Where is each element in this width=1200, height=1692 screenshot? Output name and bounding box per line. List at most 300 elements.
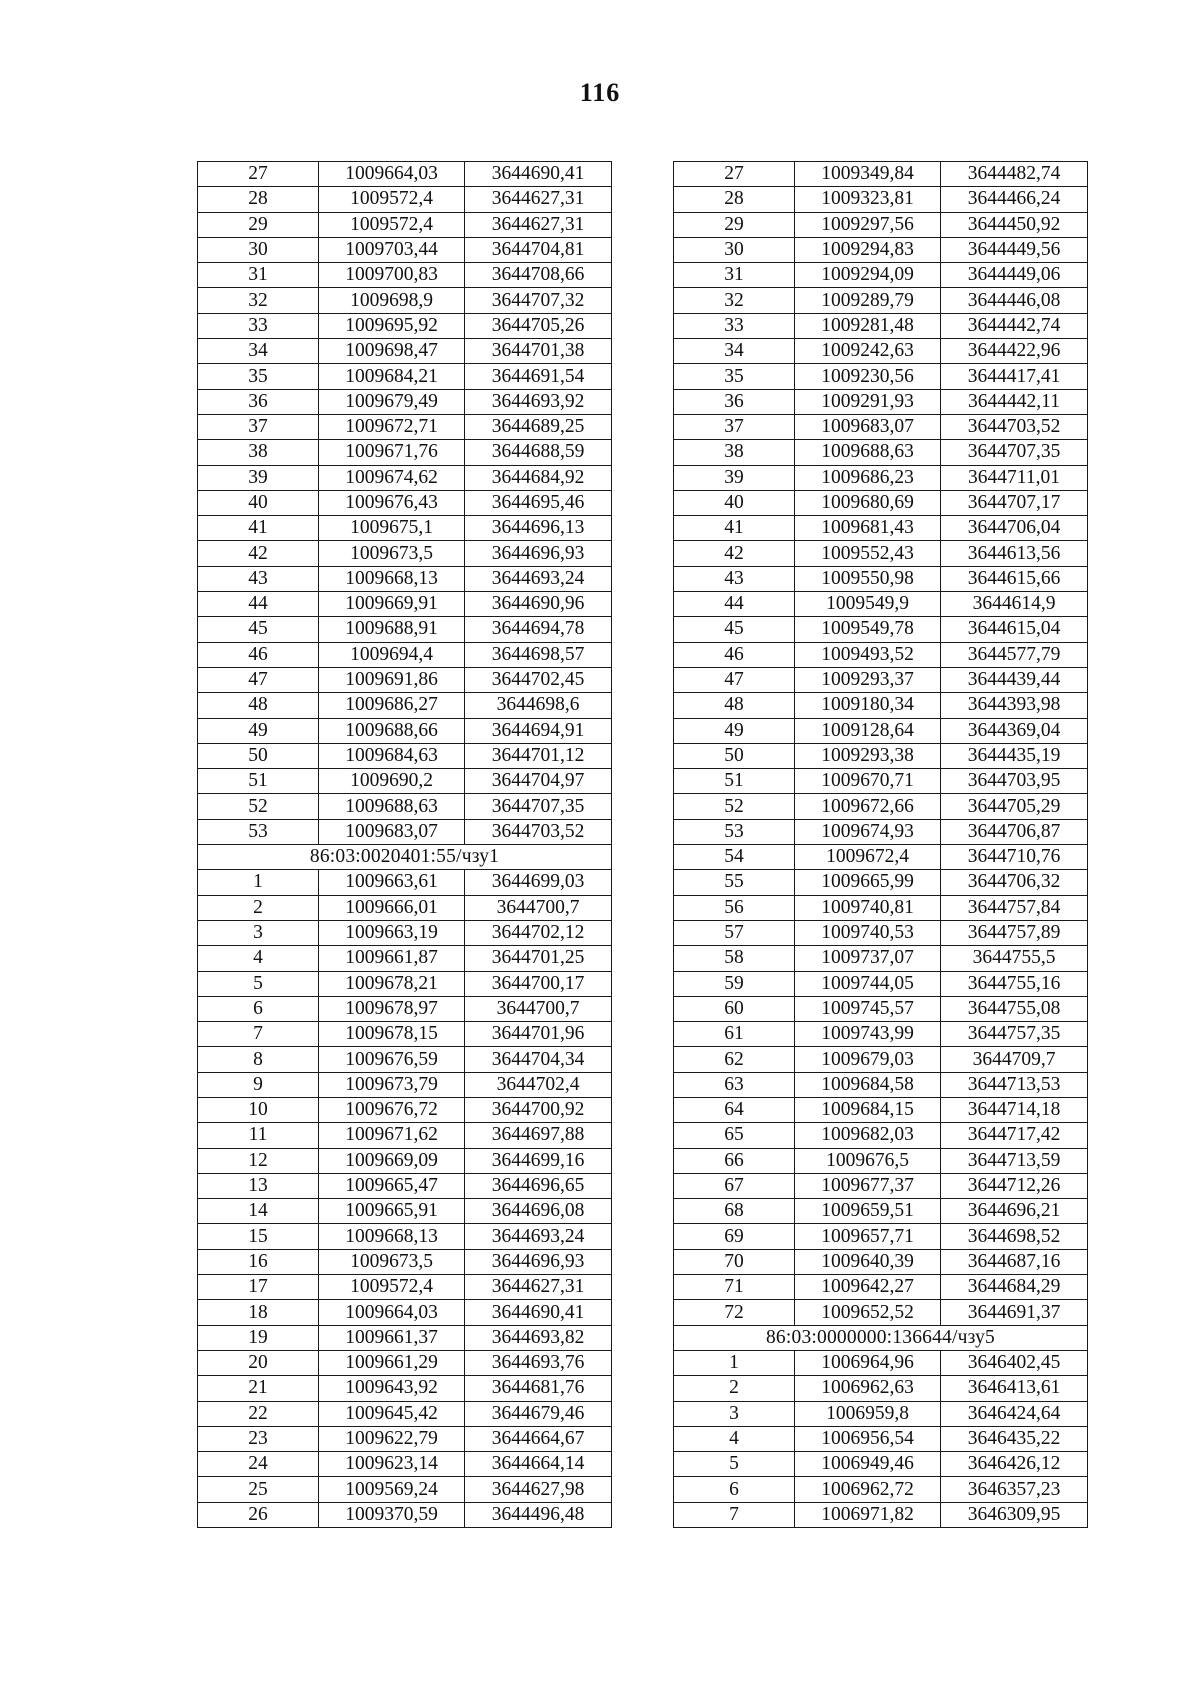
y-coordinate-cell: 3644449,56 <box>941 237 1088 262</box>
y-coordinate-cell: 3644627,98 <box>465 1477 612 1502</box>
table-row <box>674 592 1088 617</box>
point-number-cell: 38 <box>198 440 319 465</box>
y-coordinate-cell: 3644696,08 <box>465 1199 612 1224</box>
y-coordinate-cell: 3644482,74 <box>941 162 1088 187</box>
table-row <box>198 920 612 945</box>
y-coordinate-cell: 3644696,93 <box>465 1249 612 1274</box>
point-number-cell: 46 <box>674 642 795 667</box>
y-coordinate-cell: 3644417,41 <box>941 364 1088 389</box>
y-coordinate-cell: 3644698,57 <box>465 642 612 667</box>
y-coordinate-cell: 3646426,12 <box>941 1452 1088 1477</box>
table-row <box>198 1477 612 1502</box>
table-row <box>198 313 612 338</box>
table-row <box>198 718 612 743</box>
y-coordinate-cell: 3644696,65 <box>465 1173 612 1198</box>
point-number-cell: 30 <box>674 237 795 262</box>
y-coordinate-cell: 3644717,42 <box>941 1123 1088 1148</box>
point-number-cell: 45 <box>198 617 319 642</box>
x-coordinate-cell: 1009180,34 <box>795 693 941 718</box>
point-number-cell: 39 <box>198 465 319 490</box>
y-coordinate-cell: 3644709,7 <box>941 1047 1088 1072</box>
x-coordinate-cell: 1009572,4 <box>319 187 465 212</box>
x-coordinate-cell: 1009737,07 <box>795 946 941 971</box>
x-coordinate-cell: 1009661,37 <box>319 1325 465 1350</box>
table-row <box>674 1173 1088 1198</box>
table-row <box>198 617 612 642</box>
table-row <box>674 1224 1088 1249</box>
x-coordinate-cell: 1009664,03 <box>319 162 465 187</box>
point-number-cell: 40 <box>674 490 795 515</box>
table-row <box>674 1148 1088 1173</box>
table-row <box>674 1275 1088 1300</box>
y-coordinate-cell: 3644707,35 <box>465 794 612 819</box>
point-number-cell: 54 <box>674 845 795 870</box>
y-coordinate-cell: 3644703,52 <box>941 414 1088 439</box>
y-coordinate-cell: 3644699,03 <box>465 870 612 895</box>
y-coordinate-cell: 3644706,87 <box>941 819 1088 844</box>
table-row <box>198 794 612 819</box>
point-number-cell: 47 <box>674 667 795 692</box>
point-number-cell: 65 <box>674 1123 795 1148</box>
point-number-cell: 3 <box>674 1401 795 1426</box>
point-number-cell: 58 <box>674 946 795 971</box>
point-number-cell: 43 <box>674 566 795 591</box>
table-row <box>674 1426 1088 1451</box>
point-number-cell: 42 <box>674 541 795 566</box>
table-row <box>674 895 1088 920</box>
point-number-cell: 29 <box>198 212 319 237</box>
x-coordinate-cell: 1009672,66 <box>795 794 941 819</box>
y-coordinate-cell: 3644615,04 <box>941 617 1088 642</box>
table-row <box>674 920 1088 945</box>
table-row <box>198 592 612 617</box>
table-row <box>198 288 612 313</box>
y-coordinate-cell: 3644699,16 <box>465 1148 612 1173</box>
table-row <box>674 1097 1088 1122</box>
x-coordinate-cell: 1009673,5 <box>319 1249 465 1274</box>
x-coordinate-cell: 1009230,56 <box>795 364 941 389</box>
table-row <box>674 1401 1088 1426</box>
point-number-cell: 66 <box>674 1148 795 1173</box>
y-coordinate-cell: 3644496,48 <box>465 1502 612 1527</box>
y-coordinate-cell: 3644701,25 <box>465 946 612 971</box>
x-coordinate-cell: 1009740,81 <box>795 895 941 920</box>
table-row <box>198 693 612 718</box>
table-row <box>198 1047 612 1072</box>
y-coordinate-cell: 3644704,97 <box>465 769 612 794</box>
point-number-cell: 33 <box>198 313 319 338</box>
table-row <box>198 1325 612 1350</box>
page-number: 116 <box>579 78 621 107</box>
y-coordinate-cell: 3644703,52 <box>465 819 612 844</box>
y-coordinate-cell: 3644691,37 <box>941 1300 1088 1325</box>
point-number-cell: 48 <box>198 693 319 718</box>
point-number-cell: 1 <box>674 1350 795 1375</box>
x-coordinate-cell: 1009550,98 <box>795 566 941 591</box>
y-coordinate-cell: 3644757,89 <box>941 920 1088 945</box>
table-row <box>198 516 612 541</box>
x-coordinate-cell: 1009291,93 <box>795 389 941 414</box>
table-row <box>198 162 612 187</box>
point-number-cell: 2 <box>674 1376 795 1401</box>
y-coordinate-cell: 3644707,17 <box>941 490 1088 515</box>
y-coordinate-cell: 3644613,56 <box>941 541 1088 566</box>
point-number-cell: 5 <box>674 1452 795 1477</box>
x-coordinate-cell: 1009683,07 <box>795 414 941 439</box>
x-coordinate-cell: 1009684,58 <box>795 1072 941 1097</box>
point-number-cell: 28 <box>674 187 795 212</box>
point-number-cell: 53 <box>674 819 795 844</box>
table-row <box>198 1199 612 1224</box>
x-coordinate-cell: 1006956,54 <box>795 1426 941 1451</box>
point-number-cell: 44 <box>674 592 795 617</box>
point-number-cell: 12 <box>198 1148 319 1173</box>
table-row <box>674 1123 1088 1148</box>
table-row <box>674 414 1088 439</box>
table-row <box>674 541 1088 566</box>
y-coordinate-cell: 3644691,54 <box>465 364 612 389</box>
table-row <box>198 667 612 692</box>
table-row <box>198 895 612 920</box>
table-row <box>198 1097 612 1122</box>
table-row <box>198 1426 612 1451</box>
y-coordinate-cell: 3644466,24 <box>941 187 1088 212</box>
y-coordinate-cell: 3644702,4 <box>465 1072 612 1097</box>
y-coordinate-cell: 3644713,53 <box>941 1072 1088 1097</box>
x-coordinate-cell: 1009665,99 <box>795 870 941 895</box>
table-row <box>198 1022 612 1047</box>
point-number-cell: 7 <box>198 1022 319 1047</box>
x-coordinate-cell: 1009572,4 <box>319 1275 465 1300</box>
y-coordinate-cell: 3644449,06 <box>941 263 1088 288</box>
x-coordinate-cell: 1009688,63 <box>319 794 465 819</box>
y-coordinate-cell: 3644706,04 <box>941 516 1088 541</box>
point-number-cell: 26 <box>198 1502 319 1527</box>
point-number-cell: 19 <box>198 1325 319 1350</box>
y-coordinate-cell: 3644701,38 <box>465 339 612 364</box>
x-coordinate-cell: 1009678,97 <box>319 996 465 1021</box>
coordinates-table-left <box>197 161 612 1528</box>
point-number-cell: 32 <box>674 288 795 313</box>
y-coordinate-cell: 3644703,95 <box>941 769 1088 794</box>
x-coordinate-cell: 1009657,71 <box>795 1224 941 1249</box>
point-number-cell: 35 <box>198 364 319 389</box>
y-coordinate-cell: 3644696,21 <box>941 1199 1088 1224</box>
point-number-cell: 52 <box>198 794 319 819</box>
point-number-cell: 42 <box>198 541 319 566</box>
y-coordinate-cell: 3644393,98 <box>941 693 1088 718</box>
x-coordinate-cell: 1009694,4 <box>319 642 465 667</box>
y-coordinate-cell: 3646309,95 <box>941 1502 1088 1527</box>
point-number-cell: 55 <box>674 870 795 895</box>
x-coordinate-cell: 1009663,19 <box>319 920 465 945</box>
section-header-row <box>674 1325 1088 1350</box>
y-coordinate-cell: 3646357,23 <box>941 1477 1088 1502</box>
point-number-cell: 31 <box>198 263 319 288</box>
table-row <box>674 516 1088 541</box>
x-coordinate-cell: 1009668,13 <box>319 1224 465 1249</box>
x-coordinate-cell: 1009569,24 <box>319 1477 465 1502</box>
x-coordinate-cell: 1009674,62 <box>319 465 465 490</box>
point-number-cell: 48 <box>674 693 795 718</box>
table-row <box>198 1376 612 1401</box>
table-row <box>198 996 612 1021</box>
table-row <box>198 364 612 389</box>
x-coordinate-cell: 1006962,72 <box>795 1477 941 1502</box>
y-coordinate-cell: 3644714,18 <box>941 1097 1088 1122</box>
x-coordinate-cell: 1009549,78 <box>795 617 941 642</box>
y-coordinate-cell: 3644446,08 <box>941 288 1088 313</box>
y-coordinate-cell: 3644712,26 <box>941 1173 1088 1198</box>
table-row <box>674 617 1088 642</box>
x-coordinate-cell: 1009663,61 <box>319 870 465 895</box>
x-coordinate-cell: 1009349,84 <box>795 162 941 187</box>
x-coordinate-cell: 1009678,15 <box>319 1022 465 1047</box>
x-coordinate-cell: 1009686,27 <box>319 693 465 718</box>
point-number-cell: 53 <box>198 819 319 844</box>
x-coordinate-cell: 1009672,4 <box>795 845 941 870</box>
point-number-cell: 15 <box>198 1224 319 1249</box>
x-coordinate-cell: 1009642,27 <box>795 1275 941 1300</box>
x-coordinate-cell: 1009688,63 <box>795 440 941 465</box>
x-coordinate-cell: 1009673,5 <box>319 541 465 566</box>
table-row <box>674 263 1088 288</box>
x-coordinate-cell: 1009688,91 <box>319 617 465 642</box>
table-row <box>674 212 1088 237</box>
x-coordinate-cell: 1009670,71 <box>795 769 941 794</box>
table-row <box>198 541 612 566</box>
x-coordinate-cell: 1009661,87 <box>319 946 465 971</box>
x-coordinate-cell: 1009665,91 <box>319 1199 465 1224</box>
x-coordinate-cell: 1009676,5 <box>795 1148 941 1173</box>
y-coordinate-cell: 3646413,61 <box>941 1376 1088 1401</box>
y-coordinate-cell: 3644688,59 <box>465 440 612 465</box>
y-coordinate-cell: 3644690,41 <box>465 162 612 187</box>
point-number-cell: 16 <box>198 1249 319 1274</box>
table-row <box>198 946 612 971</box>
point-number-cell: 25 <box>198 1477 319 1502</box>
y-coordinate-cell: 3644422,96 <box>941 339 1088 364</box>
x-coordinate-cell: 1009700,83 <box>319 263 465 288</box>
table-row <box>198 1249 612 1274</box>
point-number-cell: 47 <box>198 667 319 692</box>
point-number-cell: 23 <box>198 1426 319 1451</box>
point-number-cell: 27 <box>198 162 319 187</box>
x-coordinate-cell: 1009680,69 <box>795 490 941 515</box>
table-row <box>674 1350 1088 1375</box>
table-row <box>674 1199 1088 1224</box>
table-row <box>674 288 1088 313</box>
table-row <box>198 1224 612 1249</box>
point-number-cell: 70 <box>674 1249 795 1274</box>
point-number-cell: 34 <box>674 339 795 364</box>
x-coordinate-cell: 1009745,57 <box>795 996 941 1021</box>
point-number-cell: 30 <box>198 237 319 262</box>
x-coordinate-cell: 1009664,03 <box>319 1300 465 1325</box>
table-row <box>674 465 1088 490</box>
x-coordinate-cell: 1009294,09 <box>795 263 941 288</box>
x-coordinate-cell: 1009676,43 <box>319 490 465 515</box>
x-coordinate-cell: 1009682,03 <box>795 1123 941 1148</box>
x-coordinate-cell: 1009679,49 <box>319 389 465 414</box>
table-row <box>674 237 1088 262</box>
x-coordinate-cell: 1009645,42 <box>319 1401 465 1426</box>
y-coordinate-cell: 3644698,52 <box>941 1224 1088 1249</box>
point-number-cell: 6 <box>674 1477 795 1502</box>
point-number-cell: 56 <box>674 895 795 920</box>
x-coordinate-cell: 1009323,81 <box>795 187 941 212</box>
table-row <box>198 743 612 768</box>
x-coordinate-cell: 1009672,71 <box>319 414 465 439</box>
y-coordinate-cell: 3644705,29 <box>941 794 1088 819</box>
table-row <box>674 1022 1088 1047</box>
y-coordinate-cell: 3644679,46 <box>465 1401 612 1426</box>
y-coordinate-cell: 3644684,92 <box>465 465 612 490</box>
point-number-cell: 59 <box>674 971 795 996</box>
point-number-cell: 43 <box>198 566 319 591</box>
table-row <box>674 769 1088 794</box>
table-row <box>198 1275 612 1300</box>
point-number-cell: 28 <box>198 187 319 212</box>
x-coordinate-cell: 1009652,52 <box>795 1300 941 1325</box>
point-number-cell: 67 <box>674 1173 795 1198</box>
table-row <box>674 667 1088 692</box>
x-coordinate-cell: 1009677,37 <box>795 1173 941 1198</box>
x-coordinate-cell: 1009684,63 <box>319 743 465 768</box>
x-coordinate-cell: 1006959,8 <box>795 1401 941 1426</box>
x-coordinate-cell: 1009681,43 <box>795 516 941 541</box>
point-number-cell: 33 <box>674 313 795 338</box>
table-row <box>198 1123 612 1148</box>
point-number-cell: 50 <box>674 743 795 768</box>
point-number-cell: 44 <box>198 592 319 617</box>
point-number-cell: 37 <box>198 414 319 439</box>
x-coordinate-cell: 1009552,43 <box>795 541 941 566</box>
x-coordinate-cell: 1006964,96 <box>795 1350 941 1375</box>
table-row <box>198 1452 612 1477</box>
y-coordinate-cell: 3644707,32 <box>465 288 612 313</box>
point-number-cell: 13 <box>198 1173 319 1198</box>
x-coordinate-cell: 1009691,86 <box>319 667 465 692</box>
x-coordinate-cell: 1009659,51 <box>795 1199 941 1224</box>
y-coordinate-cell: 3644711,01 <box>941 465 1088 490</box>
y-coordinate-cell: 3646424,64 <box>941 1401 1088 1426</box>
x-coordinate-cell: 1009668,13 <box>319 566 465 591</box>
x-coordinate-cell: 1009671,76 <box>319 440 465 465</box>
x-coordinate-cell: 1009703,44 <box>319 237 465 262</box>
point-number-cell: 22 <box>198 1401 319 1426</box>
x-coordinate-cell: 1009698,47 <box>319 339 465 364</box>
y-coordinate-cell: 3644755,16 <box>941 971 1088 996</box>
table-row <box>674 996 1088 1021</box>
table-row <box>198 769 612 794</box>
x-coordinate-cell: 1009744,05 <box>795 971 941 996</box>
table-row <box>674 794 1088 819</box>
table-row <box>674 1072 1088 1097</box>
x-coordinate-cell: 1009695,92 <box>319 313 465 338</box>
point-number-cell: 9 <box>198 1072 319 1097</box>
x-coordinate-cell: 1009675,1 <box>319 516 465 541</box>
y-coordinate-cell: 3644694,91 <box>465 718 612 743</box>
table-row <box>198 263 612 288</box>
point-number-cell: 6 <box>198 996 319 1021</box>
table-row <box>674 313 1088 338</box>
table-row <box>674 870 1088 895</box>
point-number-cell: 2 <box>198 895 319 920</box>
x-coordinate-cell: 1009669,09 <box>319 1148 465 1173</box>
point-number-cell: 63 <box>674 1072 795 1097</box>
point-number-cell: 45 <box>674 617 795 642</box>
point-number-cell: 11 <box>198 1123 319 1148</box>
point-number-cell: 68 <box>674 1199 795 1224</box>
table-row <box>674 743 1088 768</box>
y-coordinate-cell: 3644757,35 <box>941 1022 1088 1047</box>
y-coordinate-cell: 3644755,5 <box>941 946 1088 971</box>
point-number-cell: 18 <box>198 1300 319 1325</box>
x-coordinate-cell: 1009293,37 <box>795 667 941 692</box>
point-number-cell: 35 <box>674 364 795 389</box>
table-row <box>198 1173 612 1198</box>
point-number-cell: 8 <box>198 1047 319 1072</box>
x-coordinate-cell: 1009669,91 <box>319 592 465 617</box>
table-row <box>198 389 612 414</box>
y-coordinate-cell: 3644700,7 <box>465 996 612 1021</box>
table-row <box>198 1072 612 1097</box>
y-coordinate-cell: 3644710,76 <box>941 845 1088 870</box>
y-coordinate-cell: 3644700,7 <box>465 895 612 920</box>
point-number-cell: 31 <box>674 263 795 288</box>
x-coordinate-cell: 1009281,48 <box>795 313 941 338</box>
y-coordinate-cell: 3644690,96 <box>465 592 612 617</box>
x-coordinate-cell: 1009686,23 <box>795 465 941 490</box>
coordinates-table-right-body <box>674 162 1088 1528</box>
table-row <box>674 946 1088 971</box>
y-coordinate-cell: 3644695,46 <box>465 490 612 515</box>
y-coordinate-cell: 3644705,26 <box>465 313 612 338</box>
x-coordinate-cell: 1009297,56 <box>795 212 941 237</box>
table-row <box>674 339 1088 364</box>
point-number-cell: 52 <box>674 794 795 819</box>
point-number-cell: 20 <box>198 1350 319 1375</box>
y-coordinate-cell: 3644693,24 <box>465 566 612 591</box>
y-coordinate-cell: 3644693,76 <box>465 1350 612 1375</box>
y-coordinate-cell: 3644755,08 <box>941 996 1088 1021</box>
table-row <box>674 1502 1088 1527</box>
x-coordinate-cell: 1009665,47 <box>319 1173 465 1198</box>
point-number-cell: 51 <box>674 769 795 794</box>
x-coordinate-cell: 1009671,62 <box>319 1123 465 1148</box>
y-coordinate-cell: 3644701,96 <box>465 1022 612 1047</box>
y-coordinate-cell: 3644702,12 <box>465 920 612 945</box>
table-row <box>198 1148 612 1173</box>
y-coordinate-cell: 3644697,88 <box>465 1123 612 1148</box>
y-coordinate-cell: 3644439,44 <box>941 667 1088 692</box>
y-coordinate-cell: 3644664,67 <box>465 1426 612 1451</box>
point-number-cell: 38 <box>674 440 795 465</box>
y-coordinate-cell: 3644706,32 <box>941 870 1088 895</box>
point-number-cell: 72 <box>674 1300 795 1325</box>
table-row <box>198 414 612 439</box>
table-row <box>674 1376 1088 1401</box>
x-coordinate-cell: 1009678,21 <box>319 971 465 996</box>
x-coordinate-cell: 1009242,63 <box>795 339 941 364</box>
point-number-cell: 41 <box>674 516 795 541</box>
point-number-cell: 41 <box>198 516 319 541</box>
y-coordinate-cell: 3644713,59 <box>941 1148 1088 1173</box>
y-coordinate-cell: 3644689,25 <box>465 414 612 439</box>
x-coordinate-cell: 1006949,46 <box>795 1452 941 1477</box>
table-row <box>674 440 1088 465</box>
